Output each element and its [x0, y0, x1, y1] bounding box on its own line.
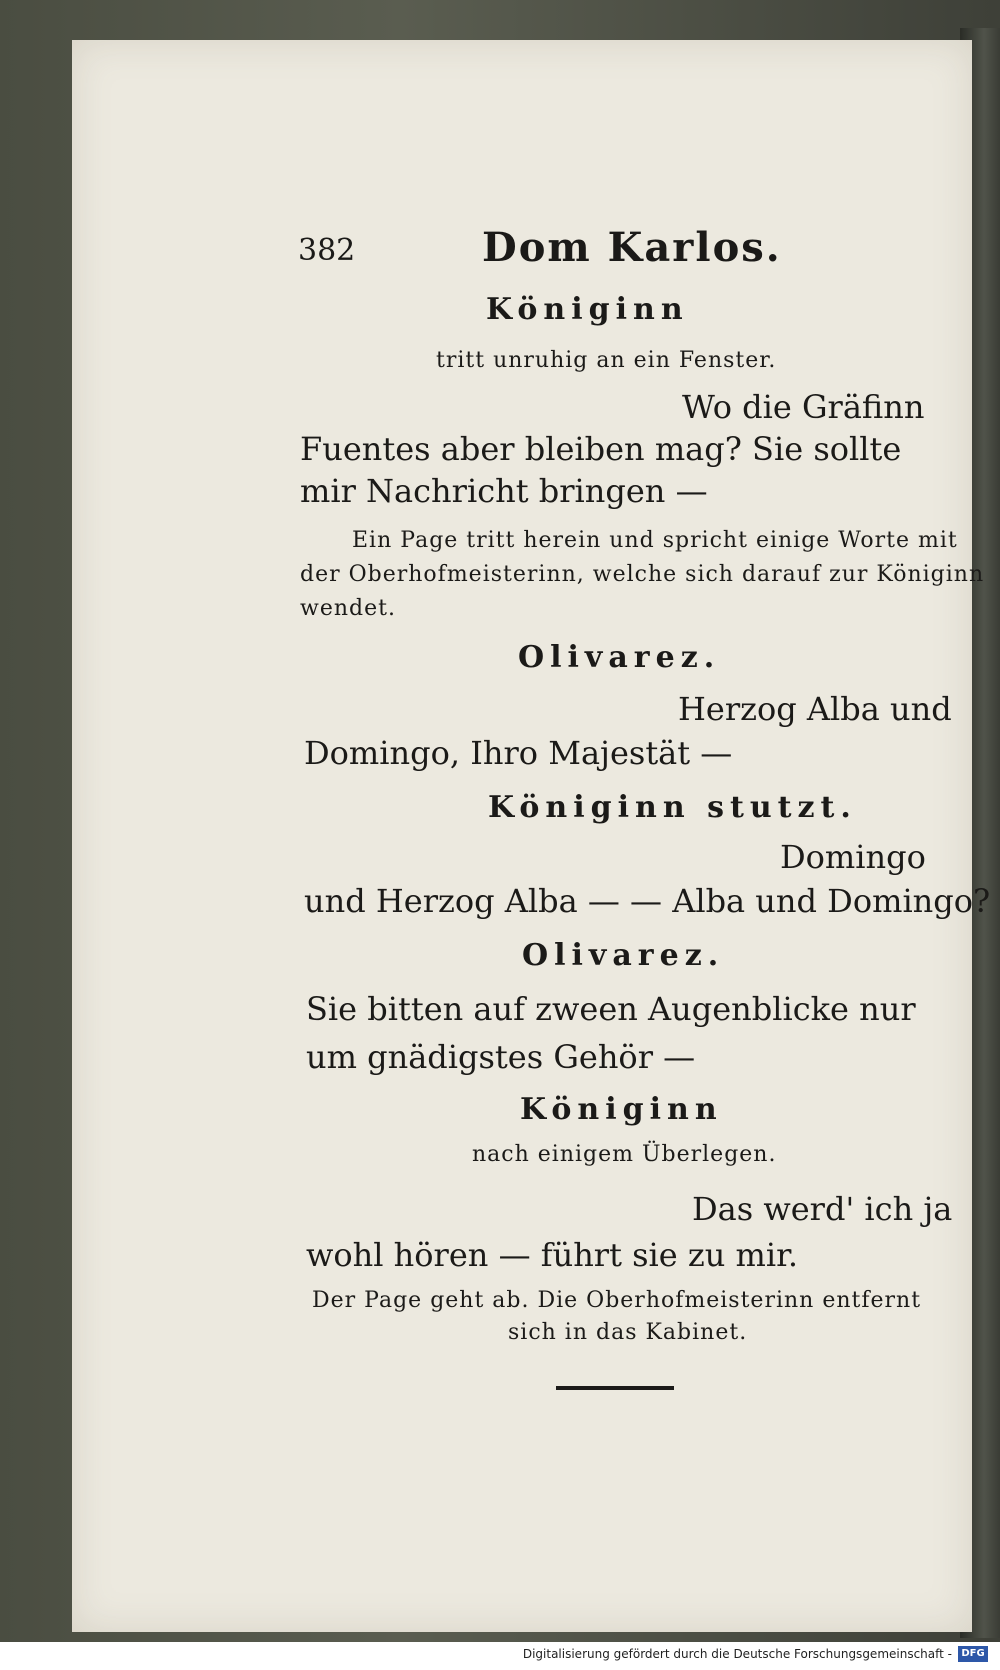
verse-line: Fuentes aber bleiben mag? Sie sollte	[300, 430, 902, 468]
verse-line: und Herzog Alba — — Alba und Domingo?	[304, 882, 991, 920]
verse-line: Domingo	[780, 838, 926, 876]
speaker-name: Olivarez.	[522, 938, 725, 973]
speaker-name: Olivarez.	[518, 640, 721, 675]
verse-line: wohl hören — führt sie zu mir.	[306, 1236, 799, 1274]
verse-line: Das werd' ich ja	[692, 1190, 953, 1228]
speaker-name: Königinn stutzt.	[488, 790, 857, 825]
book-page	[72, 40, 972, 1632]
dfg-logo: DFG	[958, 1646, 988, 1662]
stage-direction: sich in das Kabinet.	[508, 1320, 748, 1345]
verse-line: Wo die Gräfinn	[682, 388, 925, 426]
page-number: 382	[298, 233, 356, 268]
closing-rule	[556, 1386, 674, 1390]
verse-line: Sie bitten auf zween Augenblicke nur	[306, 990, 916, 1028]
running-head: Dom Karlos.	[482, 224, 782, 271]
stage-direction: Ein Page tritt herein und spricht einige Worte mit	[352, 528, 958, 553]
stage-direction: Der Page geht ab. Die Oberhofmeisterinn entfernt	[312, 1288, 922, 1313]
verse-line: um gnädigstes Gehör —	[306, 1038, 696, 1076]
stage-direction: tritt unruhig an ein Fenster.	[436, 348, 777, 373]
verse-line: mir Nachricht bringen —	[300, 472, 708, 510]
stage-direction: nach einigem Überlegen.	[472, 1142, 777, 1167]
verse-line: Domingo, Ihro Majestät —	[304, 734, 733, 772]
speaker-name: Königinn	[486, 292, 689, 327]
speaker-name: Königinn	[520, 1092, 723, 1127]
footer-credit: Digitalisierung gefördert durch die Deutsche Forschungsgemeinschaft -	[522, 1647, 952, 1661]
verse-line: Herzog Alba und	[678, 690, 952, 728]
stage-direction: der Oberhofmeisterinn, welche sich darauf zur Königinn	[300, 562, 985, 587]
stage-direction: wendet.	[300, 596, 396, 621]
